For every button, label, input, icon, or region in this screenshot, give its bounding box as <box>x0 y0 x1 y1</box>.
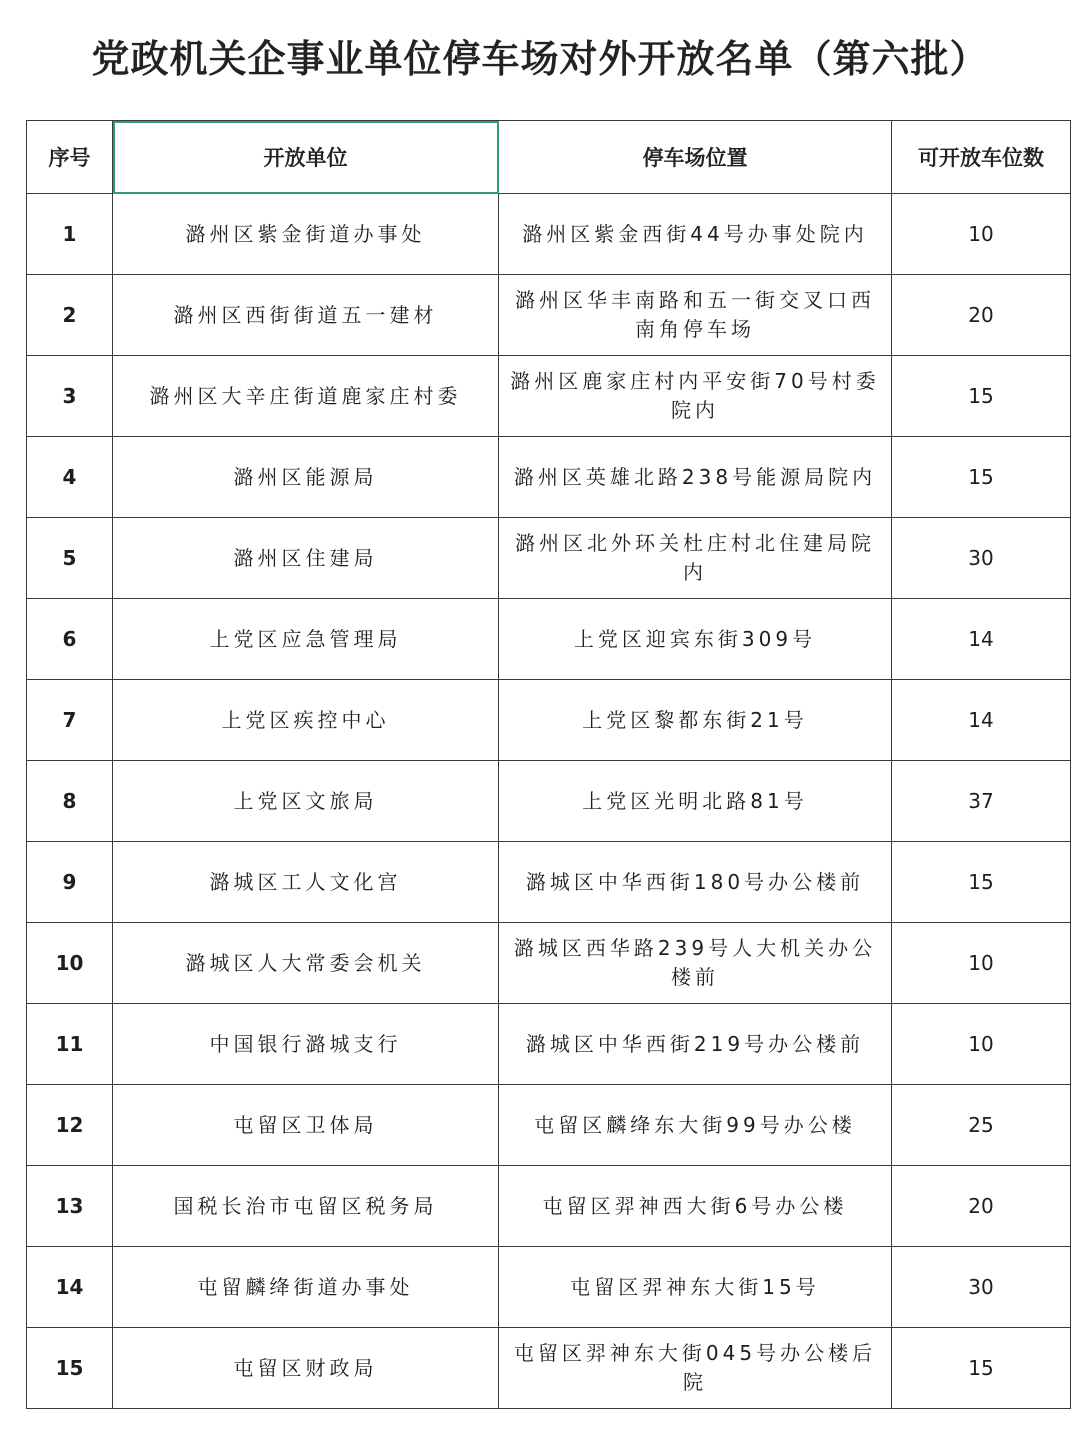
row-unit: 潞州区能源局 <box>113 437 499 518</box>
row-index: 13 <box>27 1166 113 1247</box>
row-location: 潞城区中华西街180号办公楼前 <box>499 842 892 923</box>
row-index: 14 <box>27 1247 113 1328</box>
row-spaces: 20 <box>892 275 1071 356</box>
table-row <box>27 842 1071 923</box>
row-spaces: 15 <box>892 356 1071 437</box>
row-unit: 上党区应急管理局 <box>113 599 499 680</box>
row-spaces: 25 <box>892 1085 1071 1166</box>
parking-list-table <box>26 120 1071 1409</box>
row-location: 潞城区中华西街219号办公楼前 <box>499 1004 892 1085</box>
table-row <box>27 275 1071 356</box>
row-unit: 潞州区住建局 <box>113 518 499 599</box>
row-spaces: 10 <box>892 1004 1071 1085</box>
row-unit: 潞城区工人文化宫 <box>113 842 499 923</box>
row-spaces: 15 <box>892 1328 1071 1409</box>
row-index: 15 <box>27 1328 113 1409</box>
row-location: 屯留区羿神东大街15号 <box>499 1247 892 1328</box>
table-row <box>27 761 1071 842</box>
row-index: 10 <box>27 923 113 1004</box>
row-index: 11 <box>27 1004 113 1085</box>
row-index: 7 <box>27 680 113 761</box>
row-unit: 屯留区财政局 <box>113 1328 499 1409</box>
row-spaces: 37 <box>892 761 1071 842</box>
row-index: 5 <box>27 518 113 599</box>
row-spaces: 10 <box>892 923 1071 1004</box>
row-index: 6 <box>27 599 113 680</box>
row-unit: 上党区文旅局 <box>113 761 499 842</box>
table-row <box>27 194 1071 275</box>
page-title: 党政机关企事业单位停车场对外开放名单（第六批） <box>91 37 989 81</box>
row-spaces: 15 <box>892 437 1071 518</box>
row-spaces: 30 <box>892 518 1071 599</box>
row-location: 潞州区紫金西街44号办事处院内 <box>499 194 892 275</box>
row-index: 8 <box>27 761 113 842</box>
row-spaces: 20 <box>892 1166 1071 1247</box>
row-location: 屯留区麟绛东大街99号办公楼 <box>499 1085 892 1166</box>
row-spaces: 10 <box>892 194 1071 275</box>
row-index: 2 <box>27 275 113 356</box>
row-unit: 潞城区人大常委会机关 <box>113 923 499 1004</box>
row-location: 上党区黎都东街21号 <box>499 680 892 761</box>
header-unit[interactable]: 开放单位 <box>113 121 499 194</box>
row-index: 1 <box>27 194 113 275</box>
table-row <box>27 1247 1071 1328</box>
row-location: 屯留区羿神东大街045号办公楼后院 <box>499 1328 892 1409</box>
row-location: 上党区迎宾东街309号 <box>499 599 892 680</box>
row-location: 潞州区北外环关杜庄村北住建局院内 <box>499 518 892 599</box>
table-row <box>27 1085 1071 1166</box>
table-row <box>27 518 1071 599</box>
row-location: 潞州区英雄北路238号能源局院内 <box>499 437 892 518</box>
row-location: 潞州区华丰南路和五一街交叉口西南角停车场 <box>499 275 892 356</box>
row-unit: 潞州区西街街道五一建材 <box>113 275 499 356</box>
row-unit: 上党区疾控中心 <box>113 680 499 761</box>
header-location: 停车场位置 <box>499 121 892 194</box>
row-location: 潞城区西华路239号人大机关办公楼前 <box>499 923 892 1004</box>
table-row <box>27 356 1071 437</box>
row-location: 潞州区鹿家庄村内平安街70号村委院内 <box>499 356 892 437</box>
row-index: 9 <box>27 842 113 923</box>
row-unit: 屯留麟绛街道办事处 <box>113 1247 499 1328</box>
row-spaces: 14 <box>892 680 1071 761</box>
row-unit: 潞州区紫金街道办事处 <box>113 194 499 275</box>
row-spaces: 30 <box>892 1247 1071 1328</box>
table-header-row <box>27 121 1071 194</box>
table-row <box>27 437 1071 518</box>
table-row <box>27 1004 1071 1085</box>
row-index: 3 <box>27 356 113 437</box>
parking-list-table-container <box>26 120 1071 1409</box>
row-spaces: 14 <box>892 599 1071 680</box>
row-spaces: 15 <box>892 842 1071 923</box>
table-row <box>27 1328 1071 1409</box>
table-row <box>27 1166 1071 1247</box>
row-location: 上党区光明北路81号 <box>499 761 892 842</box>
table-row <box>27 923 1071 1004</box>
row-location: 屯留区羿神西大街6号办公楼 <box>499 1166 892 1247</box>
row-unit: 屯留区卫体局 <box>113 1085 499 1166</box>
header-index: 序号 <box>27 121 113 194</box>
row-unit: 中国银行潞城支行 <box>113 1004 499 1085</box>
header-spaces: 可开放车位数 <box>892 121 1071 194</box>
row-unit: 国税长治市屯留区税务局 <box>113 1166 499 1247</box>
row-index: 12 <box>27 1085 113 1166</box>
row-index: 4 <box>27 437 113 518</box>
row-unit: 潞州区大辛庄街道鹿家庄村委 <box>113 356 499 437</box>
table-row <box>27 599 1071 680</box>
table-row <box>27 680 1071 761</box>
